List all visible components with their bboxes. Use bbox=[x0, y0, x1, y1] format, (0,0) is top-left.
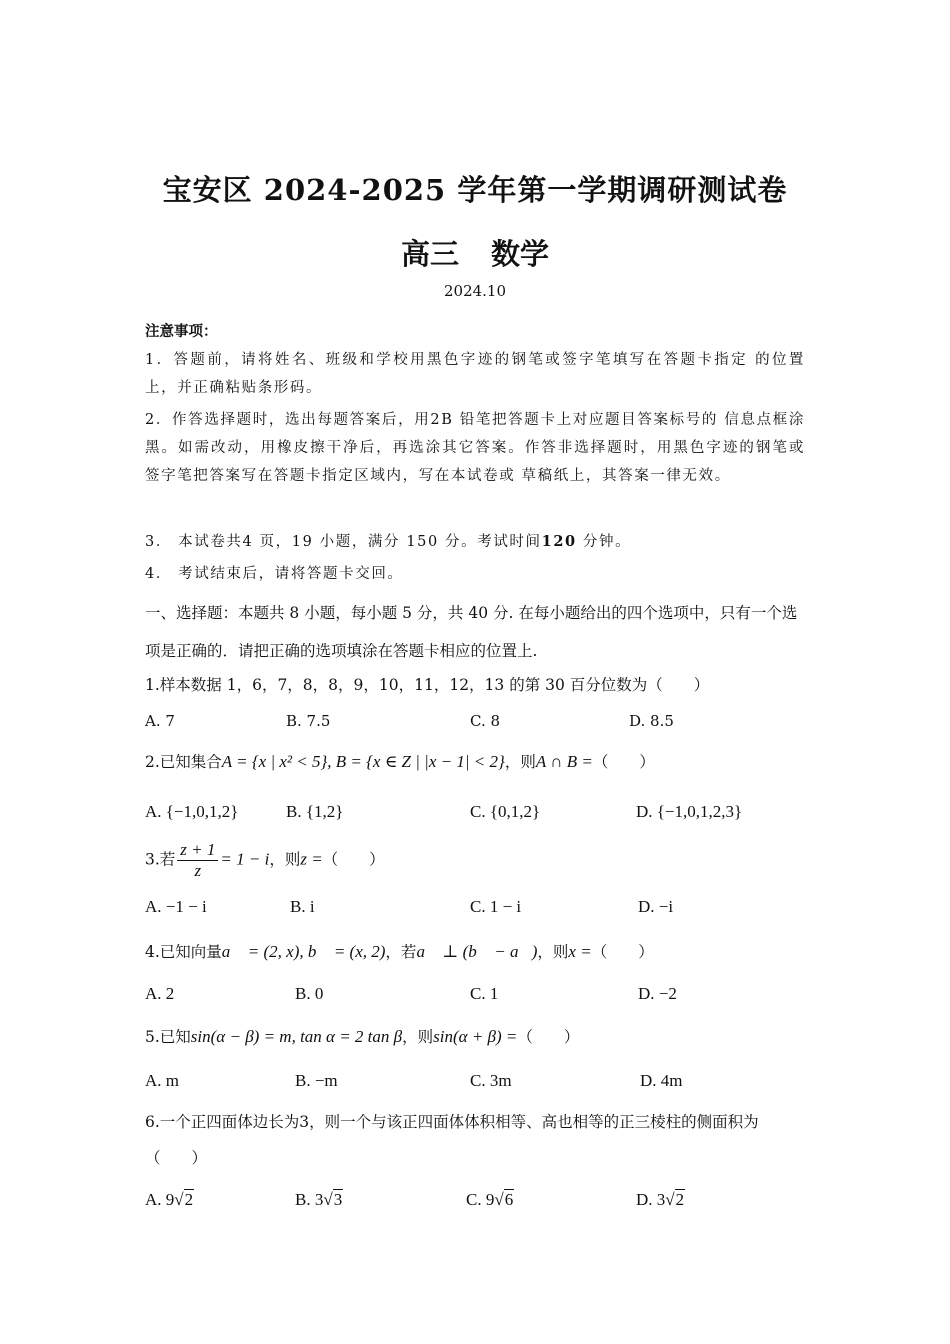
notice-item-3: 3． 本试卷共4 页，19 小题，满分 150 分。考试时间120 分钟。 bbox=[145, 533, 632, 550]
question-6-stem: 6.一个正四面体边长为3，则一个与该正四面体体积相等、高也相等的正三棱柱的侧面积为 bbox=[145, 1113, 759, 1131]
notice-heading: 注意事项： bbox=[145, 324, 218, 340]
exam-date: 2024.10 bbox=[443, 282, 507, 300]
q3-option-b: B. i bbox=[290, 897, 315, 916]
q4-option-b: B. 0 bbox=[295, 984, 324, 1003]
question-5-stem: 5.已知sin(α − β) = m, tan α = 2 tan β，则sin(α + β) =（ ） bbox=[145, 1027, 580, 1046]
q1-option-c: C. 8 bbox=[470, 712, 501, 730]
q1-option-a: A. 7 bbox=[145, 712, 175, 730]
q2-option-b: B. {1,2} bbox=[286, 802, 344, 821]
grade-label: 高三 bbox=[400, 237, 459, 271]
q1-option-b: B. 7.5 bbox=[286, 712, 331, 730]
q2-option-c: C. {0,1,2} bbox=[470, 802, 541, 821]
q4-option-c: C. 1 bbox=[470, 984, 499, 1003]
question-6-paren: （ ） bbox=[145, 1149, 208, 1167]
q3-fraction: $\frac{z + 1}{z}$ bbox=[177, 840, 218, 881]
q4-vectors: a⃗ = (2, x), b⃗ = (x, 2) bbox=[221, 942, 386, 961]
question-4-stem: 4.已知向量a⃗ = (2, x), b⃗ = (x, 2)，若a⃗ ⊥ (b⃗ − a⃗)，则x =（ ） bbox=[145, 942, 654, 961]
q5-option-d: D. 4m bbox=[640, 1071, 683, 1090]
notice-item-4: 4． 考试结束后，请将答题卡交回。 bbox=[145, 566, 404, 582]
sqrt-radicand: 2 bbox=[675, 1190, 685, 1209]
q2-option-d: D. {−1,0,1,2,3} bbox=[636, 802, 743, 821]
q1-option-d: D. 8.5 bbox=[629, 712, 674, 730]
q5-option-a: A. m bbox=[145, 1071, 179, 1090]
question-1-stem: 1.样本数据 1，6，7，8，8，9，10，11，12，13 的第 30 百分位数为（ ） bbox=[145, 676, 710, 694]
q4-option-d: D. −2 bbox=[638, 984, 677, 1003]
sqrt-radicand: 3 bbox=[333, 1190, 343, 1209]
q4-option-a: A. 2 bbox=[145, 984, 175, 1003]
notice-item-1: 1．答题前，请将姓名、班级和学校用黑色字迹的钢笔或签字笔填写在答题卡指定 的位置上，并正确粘贴条形码。 bbox=[145, 352, 805, 396]
exam-subtitle bbox=[0, 232, 950, 273]
q3-option-a: A. −1 − i bbox=[145, 897, 207, 916]
q6-option-a: A. 9√2 bbox=[145, 1190, 194, 1209]
q6-option-d: D. 3√2 bbox=[636, 1190, 685, 1209]
q5-option-b: B. −m bbox=[295, 1071, 338, 1090]
question-2-stem: 2.已知集合A = {x | x² < 5}, B = {x ∈ Z | |x − 1| < 2}，则A ∩ B =（ ） bbox=[145, 752, 655, 771]
q6-option-b: B. 3√3 bbox=[295, 1190, 343, 1209]
question-3-stem: 3.若 $\frac{z + 1}{z}$ = 1 − i，则z =（ ） bbox=[145, 840, 385, 880]
q6-option-c: C. 9√6 bbox=[466, 1190, 514, 1209]
q5-option-c: C. 3m bbox=[470, 1071, 512, 1090]
sqrt-radicand: 6 bbox=[504, 1190, 514, 1209]
section-instructions: 一、选择题：本题共 8 小题，每小题 5 分，共 40 分. 在每小题给出的四个选项中，只有一个选项是正确的．请把正确的选项填涂在答题卡相应的位置上. bbox=[145, 604, 798, 660]
q2-option-a: A. {−1,0,1,2} bbox=[145, 802, 239, 821]
q3-option-c: C. 1 − i bbox=[470, 897, 522, 916]
subject-label: 数学 bbox=[491, 237, 550, 271]
exam-title: 宝安区 2024-2025 学年第一学期调研测试卷 bbox=[162, 173, 788, 207]
q3-option-d: D. −i bbox=[638, 897, 674, 916]
q2-set-definition: A = {x | x² < 5}, B = {x ∈ Z | |x − 1| < 2} bbox=[221, 752, 505, 771]
exam-duration: 120 bbox=[541, 533, 577, 550]
notice-item-2: 2．作答选择题时，选出每题答案后，用2B 铅笔把答题卡上对应题目答案标号的 信息点框涂黑。如需改动，用橡皮擦干净后，再选涂其它答案。作答非选择题时，用黑色字迹的钢笔或签字笔把答案写在答题卡指定区域内，写在本试卷或 草稿纸上，其答案一律无效。 bbox=[145, 412, 805, 484]
sqrt-radicand: 2 bbox=[184, 1190, 194, 1209]
q5-condition: sin(α − β) = m, tan α = 2 tan β bbox=[190, 1027, 403, 1046]
